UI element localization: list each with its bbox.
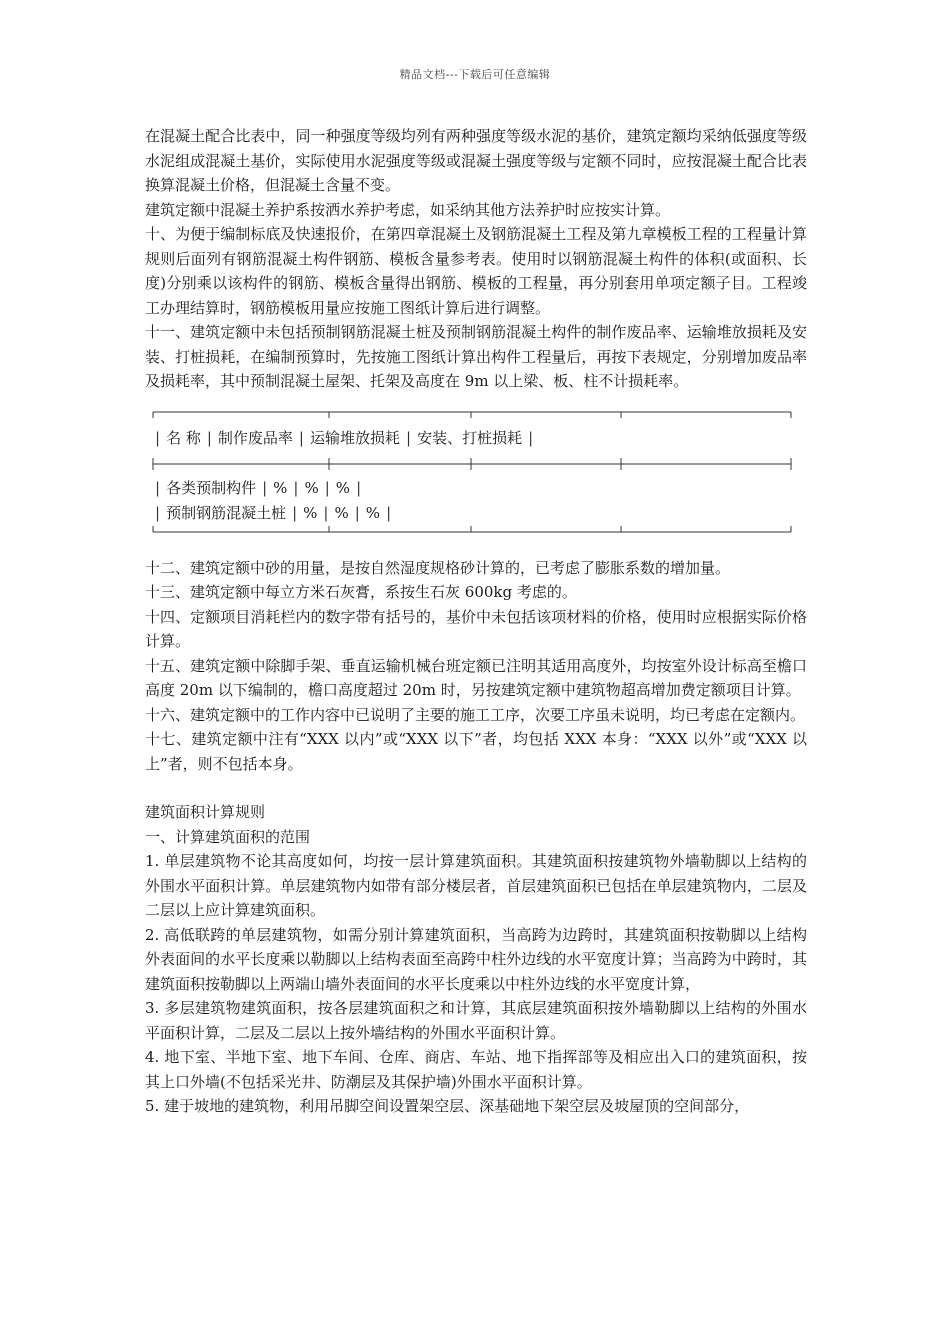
subsection-title: 一、计算建筑面积的范围 (145, 827, 311, 846)
document-body (145, 124, 807, 1119)
paragraph: 十一、建筑定额中未包括预制钢筋混凝土桩及预制钢筋混凝土构件的制作废品率、运输堆放损耗及安装、打桩损耗，在编制预算时，先按施工图纸计算出构件工程量后，再按下表规定，分别增加废品率及损耗率，其中预制混凝土屋架、托架及高度在 9m 以上梁、板、柱不计损耗率。 (145, 323, 807, 390)
paragraph: 十七、建筑定额中注有“XXX 以内”或“XXX 以下”者，均包括 XXX 本身：“XXX 以外”或“XXX 以上”者，则不包括本身。 (145, 730, 807, 773)
table-cell: % (273, 478, 288, 497)
paragraph: 十、为便于编制标底及快速报价，在第四章混凝土及钢筋混凝土工程及第九章模板工程的工程量计算规则后面列有钢筋混凝土构件钢筋、模板含量参考表。使用时以钢筋混凝土构件的体积(或面积、长度)分别乘以该构件的钢筋、模板含量得出钢筋、模板的工程量，再分别套用单项定额子目。工程竣工办理结算时，钢筋模板用量应按施工图纸计算后进行调整。 (145, 225, 807, 317)
table-header-cell: 运输堆放损耗 (309, 428, 400, 447)
paragraph: 1. 单层建筑物不论其高度如何，均按一层计算建筑面积。其建筑面积按建筑物外墙勒脚以上结构的外围水平面积计算。单层建筑物内如带有部分楼层者，首层建筑面积已包括在单层建筑物内，二层及二层以上应计算建筑面积。 (145, 852, 807, 919)
table-cell: 预制钢筋混凝土桩 (166, 503, 287, 522)
table-header-row: | 名 称 | 制作废品率 | 运输堆放损耗 | 安装、打桩损耗 | (149, 426, 539, 451)
paragraph: 十二、建筑定额中砂的用量，是按自然湿度规格砂计算的，已考虑了膨胀系数的增加量。 (145, 558, 731, 577)
table-row: | 预制钢筋混凝土桩 | % | % | % | (149, 501, 397, 526)
paragraph: 十三、建筑定额中每立方米石灰膏，系按生石灰 600kg 考虑的。 (145, 583, 577, 601)
loss-rate-table (149, 402, 795, 554)
paragraph: 3. 多层建筑物建筑面积，按各层建筑面积之和计算，其底层建筑面积按外墙勒脚以上结构的外围水平面积计算，二层及二层以上按外墙结构的外围水平面积计算。 (145, 999, 807, 1042)
table-header-cell: 安装、打桩损耗 (417, 428, 523, 447)
table-cell: % (335, 478, 351, 497)
paragraph: 2. 高低联跨的单层建筑物，如需分别计算建筑面积，当高跨为边跨时，其建筑面积按勒脚以上结构外表面间的水平长度乘以勒脚以上结构表面至高跨中柱外边线的水平宽度计算；当高跨为中跨时，其建筑面积按勒脚以上两端山墙外表面间的水平长度乘以中柱外边线的水平宽度计算， (145, 925, 807, 993)
section-title: 建筑面积计算规则 (145, 803, 266, 821)
paragraph: 十五、建筑定额中除脚手架、垂直运输机械台班定额已注明其适用高度外，均按室外设计标高至檐口高度 20m 以下编制的，檐口高度超过 20m 时，另按建筑定额中建筑物超高增加费定额项目计算。 (145, 656, 807, 699)
table-cell: % (303, 503, 318, 522)
table-header-cell: 名 称 (166, 428, 201, 447)
page-header: 精品文档---下载后可任意编辑 (399, 68, 551, 81)
paragraph: 5. 建于坡地的建筑物，利用吊脚空间设置架空层、深基础地下架空层及坡屋顶的空间部分， (145, 1097, 750, 1115)
paragraph: 建筑定额中混凝土养护系按洒水养护考虑，如采纳其他方法养护时应按实计算。 (145, 200, 671, 219)
paragraph: 4. 地下室、半地下室、地下车间、仓库、商店、车站、地下指挥部等及相应出入口的建筑面积，按其上口外墙(不包括采光井、防潮层及其保护墙)外围水平面积计算。 (145, 1048, 807, 1091)
table-cell: % (334, 503, 349, 522)
paragraph: 十六、建筑定额中的工作内容中已说明了主要的施工工序，次要工序虽未说明，均已考虑在定额内。 (145, 705, 806, 724)
table-cell: % (365, 503, 381, 522)
table-cell: 各类预制构件 (166, 478, 257, 497)
section-gap (145, 776, 807, 800)
paragraph: 十四、定额项目消耗栏内的数字带有括号的，基价中未包括该项材料的价格，使用时应根据实际价格计算。 (145, 607, 807, 650)
table-header-cell: 制作废品率 (217, 428, 293, 447)
paragraph: 在混凝土配合比表中，同一种强度等级均列有两种强度等级水泥的基价，建筑定额均采纳低强度等级水泥组成混凝土基价，实际使用水泥强度等级或混凝土强度等级与定额不同时，应按混凝土配合比表换算混凝土价格，但混凝土含量不变。 (145, 127, 807, 194)
table-cell: % (304, 478, 319, 497)
table-row: | 各类预制构件 | % | % | % | (149, 476, 367, 501)
